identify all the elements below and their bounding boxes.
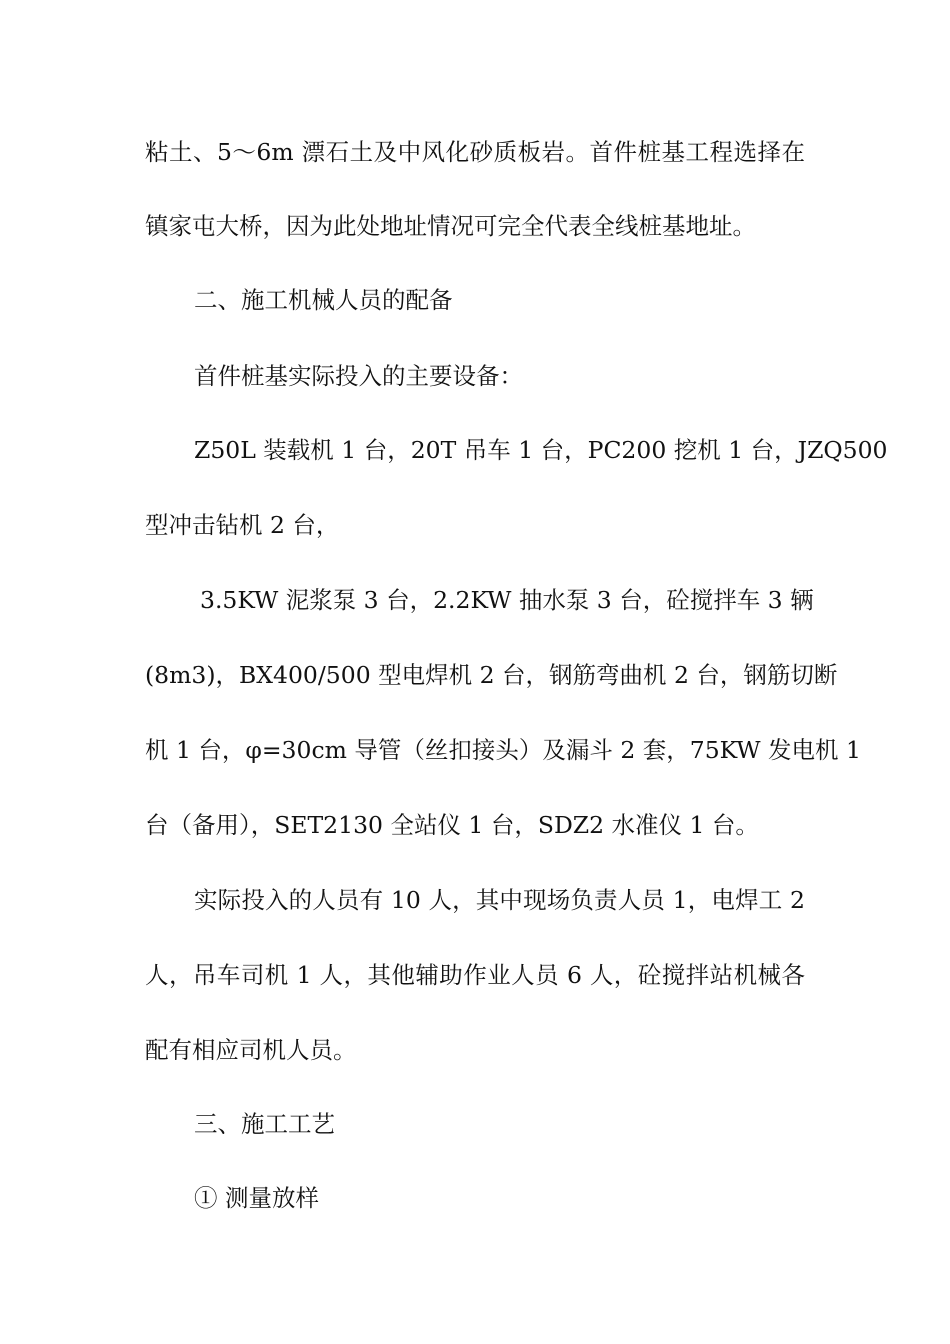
paragraph-line: 实际投入的人员有 10 人，其中现场负责人员 1，电焊工 2 <box>194 886 805 914</box>
section-heading: 三、施工工艺 <box>194 1110 335 1138</box>
paragraph-line: 配有相应司机人员。 <box>145 1036 357 1064</box>
paragraph-line: 镇家屯大桥，因为此处地址情况可完全代表全线桩基地址。 <box>145 212 756 240</box>
paragraph-line: 首件桩基实际投入的主要设备： <box>194 362 523 390</box>
paragraph-line: (8m3)，BX400/500 型电焊机 2 台，钢筋弯曲机 2 台，钢筋切断 <box>145 661 838 689</box>
paragraph-line: 粘土、5～6m 漂石土及中风化砂质板岩。首件桩基工程选择在 <box>145 138 805 166</box>
paragraph-line: Z50L 装载机 1 台，20T 吊车 1 台，PC200 挖机 1 台，JZQ500 <box>194 436 888 464</box>
paragraph-line: 人，吊车司机 1 人，其他辅助作业人员 6 人，砼搅拌站机械各 <box>145 961 805 989</box>
paragraph-line: 型冲击钻机 2 台， <box>145 511 340 539</box>
paragraph-line: 3.5KW 泥浆泵 3 台，2.2KW 抽水泵 3 台，砼搅拌车 3 辆 <box>200 586 814 614</box>
paragraph-line: 机 1 台，φ=30cm 导管（丝扣接头）及漏斗 2 套，75KW 发电机 1 <box>145 736 861 764</box>
subsection-heading: ① 测量放样 <box>194 1184 319 1212</box>
section-heading: 二、施工机械人员的配备 <box>194 286 453 314</box>
paragraph-line: 台（备用），SET2130 全站仪 1 台，SDZ2 水准仪 1 台。 <box>145 811 759 839</box>
